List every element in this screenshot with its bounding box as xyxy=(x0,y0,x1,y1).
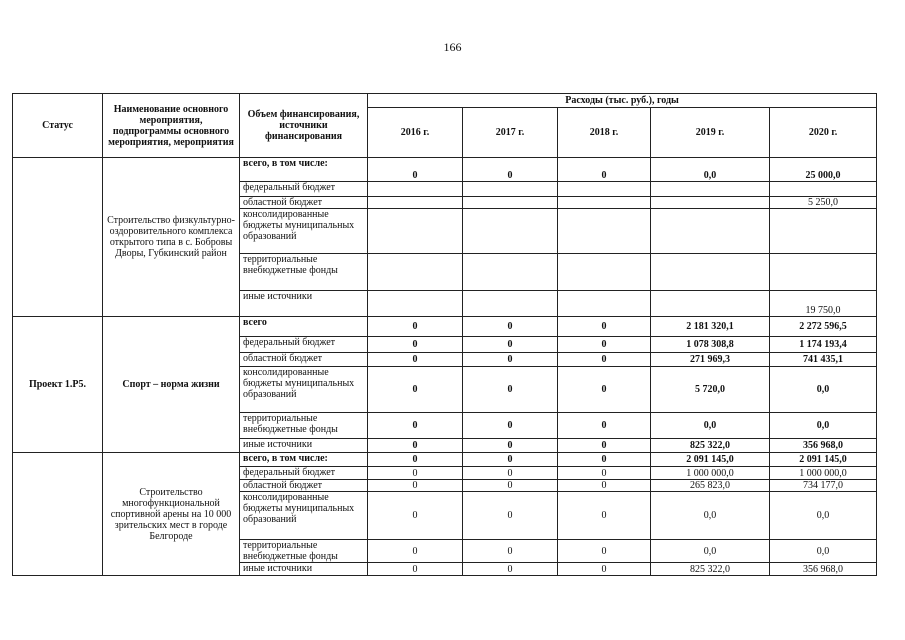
funding-source-cell: консолидированные бюджеты муниципальных образований xyxy=(240,492,368,540)
page-number: 166 xyxy=(443,40,462,54)
value-cell xyxy=(463,254,558,291)
value-cell: 0,0 xyxy=(770,367,877,413)
header-volume: Объем финансирования, источники финансирования xyxy=(240,94,368,158)
value-cell: 25 000,0 xyxy=(770,158,877,182)
value-cell: 0 xyxy=(463,353,558,367)
header-year-2017: 2017 г. xyxy=(463,108,558,158)
header-status: Статус xyxy=(13,94,103,158)
value-cell: 825 322,0 xyxy=(651,563,770,576)
value-cell xyxy=(651,197,770,209)
value-cell xyxy=(770,182,877,197)
table-row xyxy=(13,317,877,337)
funding-source-cell: федеральный бюджет xyxy=(240,182,368,197)
table-row xyxy=(13,453,877,467)
status-cell xyxy=(13,453,103,576)
header-expenses: Расходы (тыс. руб.), годы xyxy=(368,94,877,108)
value-cell: 271 969,3 xyxy=(651,353,770,367)
event-name-cell: Строительство физкультурно-оздоровительного комплекса открытого типа в с. Бобровы Дворы, Губкинский район xyxy=(103,158,240,317)
status-cell: Проект 1.Р5. xyxy=(13,317,103,453)
value-cell: 0,0 xyxy=(770,540,877,563)
value-cell xyxy=(368,197,463,209)
funding-source-cell: территориальные внебюджетные фонды xyxy=(240,413,368,439)
value-cell: 0 xyxy=(368,563,463,576)
value-cell xyxy=(651,209,770,254)
value-cell: 0 xyxy=(463,439,558,453)
value-cell: 2 181 320,1 xyxy=(651,317,770,337)
funding-source-cell: областной бюджет xyxy=(240,197,368,209)
table-body xyxy=(13,158,877,576)
value-cell: 1 000 000,0 xyxy=(651,467,770,480)
value-cell: 0 xyxy=(558,453,651,467)
value-cell: 825 322,0 xyxy=(651,439,770,453)
value-cell xyxy=(368,182,463,197)
value-cell: 0 xyxy=(368,353,463,367)
value-cell: 0 xyxy=(368,337,463,353)
value-cell: 0 xyxy=(463,367,558,413)
value-cell: 0 xyxy=(463,413,558,439)
value-cell: 734 177,0 xyxy=(770,480,877,492)
value-cell: 0 xyxy=(463,492,558,540)
value-cell: 19 750,0 xyxy=(770,291,877,317)
value-cell: 0 xyxy=(558,413,651,439)
table-row xyxy=(13,158,877,182)
value-cell: 0 xyxy=(463,158,558,182)
header-year-2018: 2018 г. xyxy=(558,108,651,158)
value-cell: 0 xyxy=(368,158,463,182)
header-name: Наименование основного мероприятия, подпрограммы основного мероприятия, мероприятия xyxy=(103,94,240,158)
funding-source-cell: территориальные внебюджетные фонды xyxy=(240,540,368,563)
value-cell xyxy=(368,291,463,317)
funding-source-cell: областной бюджет xyxy=(240,353,368,367)
funding-source-cell: всего, в том числе: xyxy=(240,158,368,182)
funding-source-cell: федеральный бюджет xyxy=(240,467,368,480)
value-cell: 0,0 xyxy=(770,413,877,439)
header-year-2016: 2016 г. xyxy=(368,108,463,158)
value-cell xyxy=(770,254,877,291)
value-cell xyxy=(463,209,558,254)
value-cell: 5 250,0 xyxy=(770,197,877,209)
value-cell xyxy=(463,197,558,209)
value-cell: 0,0 xyxy=(651,492,770,540)
value-cell xyxy=(368,209,463,254)
value-cell: 0 xyxy=(558,492,651,540)
value-cell: 1 174 193,4 xyxy=(770,337,877,353)
value-cell: 0 xyxy=(368,480,463,492)
value-cell: 0 xyxy=(558,353,651,367)
value-cell xyxy=(558,291,651,317)
value-cell xyxy=(770,209,877,254)
funding-source-cell: консолидированные бюджеты муниципальных образований xyxy=(240,209,368,254)
value-cell: 0 xyxy=(463,467,558,480)
funding-source-cell: областной бюджет xyxy=(240,480,368,492)
value-cell: 0,0 xyxy=(770,492,877,540)
value-cell: 0 xyxy=(463,480,558,492)
event-name-cell: Спорт – норма жизни xyxy=(103,317,240,453)
value-cell: 0 xyxy=(463,540,558,563)
value-cell: 356 968,0 xyxy=(770,439,877,453)
value-cell: 2 091 145,0 xyxy=(770,453,877,467)
funding-source-cell: всего, в том числе: xyxy=(240,453,368,467)
value-cell xyxy=(651,182,770,197)
value-cell: 2 091 145,0 xyxy=(651,453,770,467)
value-cell: 0 xyxy=(368,367,463,413)
header-year-2019: 2019 г. xyxy=(651,108,770,158)
value-cell: 0 xyxy=(558,439,651,453)
financing-table xyxy=(12,93,877,576)
value-cell xyxy=(463,182,558,197)
value-cell: 0,0 xyxy=(651,540,770,563)
value-cell: 0 xyxy=(463,337,558,353)
value-cell xyxy=(558,197,651,209)
value-cell: 0 xyxy=(368,439,463,453)
funding-source-cell: консолидированные бюджеты муниципальных образований xyxy=(240,367,368,413)
value-cell: 1 078 308,8 xyxy=(651,337,770,353)
value-cell: 5 720,0 xyxy=(651,367,770,413)
value-cell: 0 xyxy=(463,453,558,467)
value-cell: 0 xyxy=(558,158,651,182)
value-cell: 356 968,0 xyxy=(770,563,877,576)
event-name-cell: Строительство многофункциональной спортивной арены на 10 000 зрительских мест в городе Белгороде xyxy=(103,453,240,576)
value-cell: 0 xyxy=(463,563,558,576)
value-cell: 1 000 000,0 xyxy=(770,467,877,480)
value-cell xyxy=(463,291,558,317)
value-cell: 0 xyxy=(368,467,463,480)
funding-source-cell: федеральный бюджет xyxy=(240,337,368,353)
value-cell: 0 xyxy=(558,563,651,576)
value-cell: 0 xyxy=(558,540,651,563)
value-cell: 0 xyxy=(368,492,463,540)
value-cell: 0 xyxy=(558,317,651,337)
value-cell: 2 272 596,5 xyxy=(770,317,877,337)
value-cell: 741 435,1 xyxy=(770,353,877,367)
value-cell: 0 xyxy=(558,337,651,353)
value-cell xyxy=(558,254,651,291)
value-cell: 0,0 xyxy=(651,413,770,439)
value-cell: 265 823,0 xyxy=(651,480,770,492)
value-cell: 0 xyxy=(368,453,463,467)
value-cell xyxy=(651,291,770,317)
value-cell: 0 xyxy=(368,413,463,439)
status-cell xyxy=(13,158,103,317)
value-cell xyxy=(558,182,651,197)
funding-source-cell: территориальные внебюджетные фонды xyxy=(240,254,368,291)
value-cell: 0 xyxy=(463,317,558,337)
value-cell: 0 xyxy=(368,540,463,563)
value-cell xyxy=(558,209,651,254)
value-cell: 0 xyxy=(558,467,651,480)
funding-source-cell: иные источники xyxy=(240,291,368,317)
value-cell: 0 xyxy=(558,480,651,492)
funding-source-cell: иные источники xyxy=(240,563,368,576)
value-cell xyxy=(368,254,463,291)
value-cell: 0 xyxy=(558,367,651,413)
funding-source-cell: иные источники xyxy=(240,439,368,453)
funding-source-cell: всего xyxy=(240,317,368,337)
value-cell: 0 xyxy=(368,317,463,337)
header-year-2020: 2020 г. xyxy=(770,108,877,158)
value-cell: 0,0 xyxy=(651,158,770,182)
value-cell xyxy=(651,254,770,291)
